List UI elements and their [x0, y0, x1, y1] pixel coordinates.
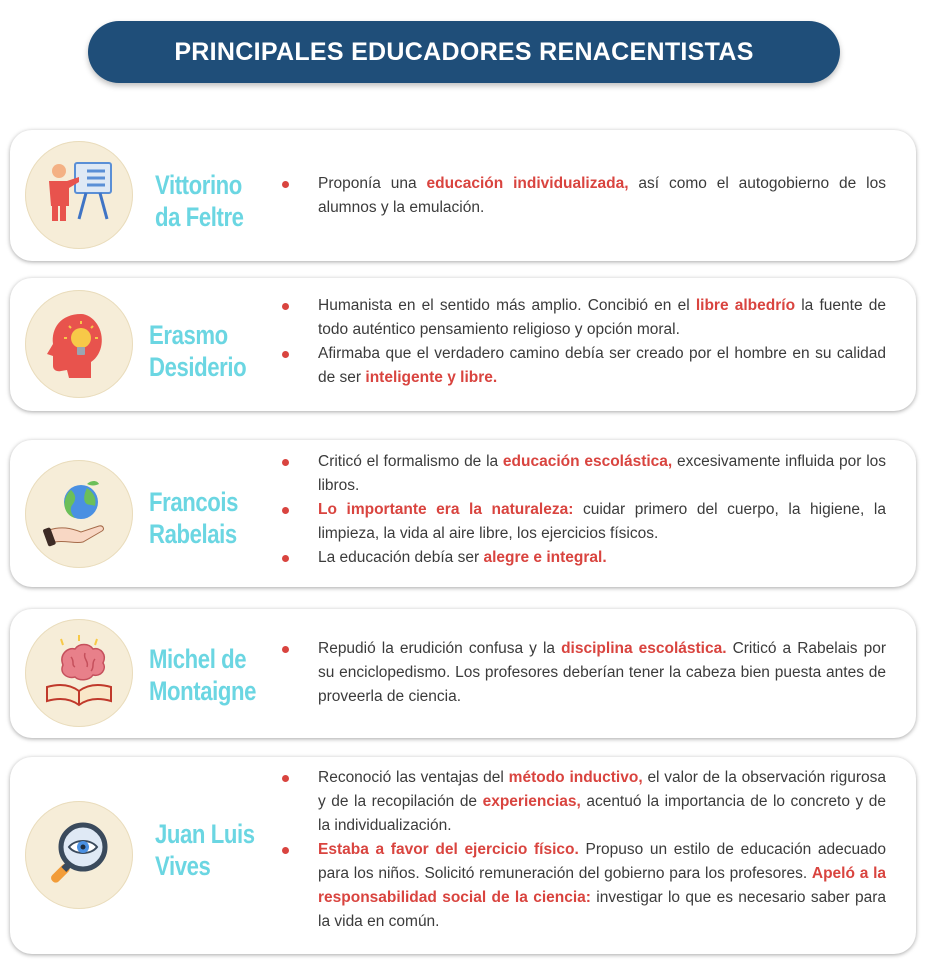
bullet-text: Proponía una: [318, 175, 427, 192]
bullet-text: Reconoció las ventajas del: [318, 769, 509, 786]
highlight-text: Lo importante era la naturaleza:: [318, 501, 574, 518]
highlight-text: educación escolástica,: [502, 453, 673, 470]
bullet-item: [282, 172, 886, 220]
bullet-item: [282, 450, 886, 498]
educator-name: Michel de Montaigne: [149, 644, 257, 706]
highlight-text: disciplina escolástica.: [561, 640, 727, 657]
bullet-text: Humanista en el sentido más amplio. Concibió en el: [318, 297, 696, 314]
educator-card: [10, 440, 916, 587]
bullet-item: [282, 546, 886, 570]
bullet-list: [282, 294, 886, 390]
avatar: [25, 801, 133, 909]
brain-book-icon: [41, 635, 117, 711]
highlight-text: Estaba a favor del ejercicio físico.: [318, 841, 579, 858]
educator-name: Juan Luis Vives: [155, 819, 255, 881]
bullet-text: así como el autogobierno de los alumnos y la emulación.: [318, 175, 886, 216]
highlight-text: educación individualizada,: [426, 175, 629, 192]
hand-globe-icon: [41, 476, 117, 552]
educator-name: Francois Rabelais: [149, 487, 239, 549]
bullet-item: [282, 766, 886, 838]
highlight-text: libre albedrío: [695, 297, 796, 314]
highlight-text: Apeló a la responsabilidad social de la ciencia:: [318, 865, 887, 906]
avatar: [25, 460, 133, 568]
bullet-item: [282, 294, 886, 342]
bullet-text: Criticó el formalismo de la: [318, 453, 503, 470]
bullet-item: [282, 838, 886, 934]
highlight-text: inteligente y libre.: [365, 369, 498, 386]
bullet-list: [282, 172, 886, 220]
educator-name: Erasmo Desiderio: [149, 320, 247, 382]
title-banner: [88, 21, 840, 83]
page-title: PRINCIPALES EDUCADORES RENACENTISTAS: [174, 37, 754, 66]
bullet-text: el valor de la observación rigurosa y de la recopilación de: [318, 769, 886, 810]
bullet-text: Propuso un estilo de educación adecuado para los niños. Solicitó remuneración del gobierno para los profesores.: [318, 841, 887, 882]
bullet-text: cuidar primero del cuerpo, la higiene, la limpieza, la vida al aire libre, los ejercicios físicos.: [318, 501, 886, 542]
avatar: [25, 290, 133, 398]
bullet-list: [282, 637, 886, 709]
teacher-board-icon: [41, 157, 117, 233]
educator-card: [10, 130, 916, 261]
educator-card: [10, 757, 916, 954]
highlight-text: alegre e integral.: [483, 549, 607, 566]
highlight-text: método inductivo,: [508, 769, 643, 786]
bullet-list: [282, 450, 886, 570]
bullet-item: [282, 342, 886, 390]
avatar: [25, 141, 133, 249]
bullet-list: [282, 766, 886, 934]
bullet-text: acentuó la importancia de lo concreto y de la individualización.: [318, 793, 886, 834]
educator-card: [10, 609, 916, 738]
bullet-text: Criticó a Rabelais por su enciclopedismo. Los profesores deberían tener la cabeza bien puesta antes de proveerla de ciencia.: [318, 640, 886, 705]
bullet-text: Afirmaba que el verdadero camino debía ser creado por el hombre en su calidad de ser: [318, 345, 886, 386]
bullet-item: [282, 637, 886, 709]
bullet-item: [282, 498, 886, 546]
magnifier-eye-icon: [41, 817, 117, 893]
head-lightbulb-icon: [41, 306, 117, 382]
avatar: [25, 619, 133, 727]
bullet-text: la fuente de todo auténtico pensamiento religioso y opción moral.: [318, 297, 886, 338]
bullet-text: La educación debía ser: [318, 549, 484, 566]
bullet-text: excesivamente influida por los libros.: [318, 453, 887, 494]
bullet-text: Repudió la erudición confusa y la: [318, 640, 562, 657]
educator-card: [10, 278, 916, 411]
educator-name: Vittorino da Feltre: [155, 170, 244, 232]
bullet-text: investigar lo que es necesario saber para la vida en común.: [318, 889, 886, 930]
highlight-text: experiencias,: [482, 793, 581, 810]
